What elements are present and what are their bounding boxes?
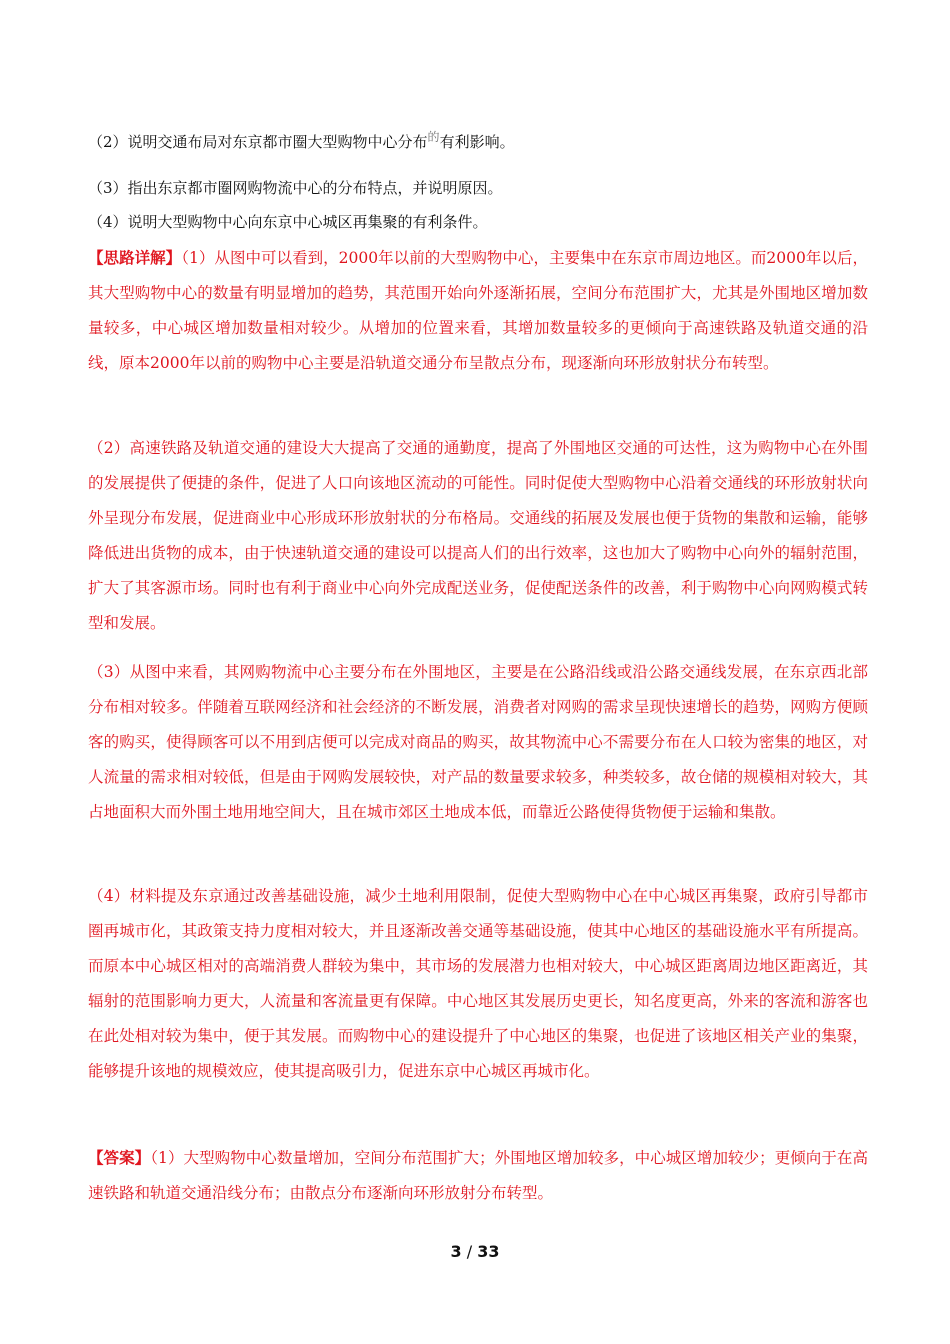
analysis-label: 【思路详解】 — [88, 249, 182, 267]
analysis-paragraph-1 — [88, 241, 868, 381]
analysis-paragraph-3: （3）从图中来看，其网购物流中心主要分布在外围地区，主要是在公路沿线或沿公路交通线发展，在东京西北部分布相对较多。伴随着互联网经济和社会经济的不断发展，消费者对网购的需求呈现快速增长的趋势，网购方便顾客的购买，使得顾客可以不用到店便可以完成对商品的购买，故其物流中心不需要分布在人口较为密集的地区，对人流量的需求相对较低，但是由于网购发展较快，对产品的数量要求较多，种类较多，故仓储的规模相对较大，其占地面积大而外围土地用地空间大，且在城市郊区土地成本低，而靠近公路使得货物便于运输和集散。 — [88, 663, 868, 821]
page-total: 33 — [477, 1242, 500, 1261]
page-separator: / — [461, 1242, 478, 1261]
analysis-text-1: （1）从图中可以看到，2000年以前的大型购物中心，主要集中在东京市周边地区。而2000年以后，其大型购物中心的数量有明显增加的趋势，其范围开始向外逐渐拓展，空间分布范围扩大，尤其是外围地区增加数量较多，中心城区增加数量相对较少。从增加的位置来看，其增加数量较多的更倾向于高速铁路及轨道交通的沿线，原本2000年以前的购物中心主要是沿轨道交通分布呈散点分布，现逐渐向环形放射状分布转型。 — [88, 249, 868, 372]
answer-text-1: （1）大型购物中心数量增加，空间分布范围扩大；外围地区增加较多，中心城区增加较少；更倾向于在高速铁路和轨道交通沿线分布；由散点分布逐渐向环形放射分布转型。 — [88, 1149, 868, 1202]
page-number — [0, 1242, 950, 1261]
question-4: （4）说明大型购物中心向东京中心城区再集聚的有利条件。 — [88, 213, 488, 231]
question-2-text-end: 有利影响。 — [439, 133, 515, 151]
answer-label: 【答案】 — [88, 1149, 151, 1167]
analysis-paragraph-2: （2）高速铁路及轨道交通的建设大大提高了交通的通勤度，提高了外围地区交通的可达性，这为购物中心在外围的发展提供了便捷的条件，促进了人口向该地区流动的可能性。同时促使大型购物中心沿着交通线的环形放射状向外呈现分布发展，促进商业中心形成环形放射状的分布格局。交通线的拓展及发展也便于货物的集散和运输，能够降低进出货物的成本，由于快速轨道交通的建设可以提高人们的出行效率，这也加大了购物中心向外的辐射范围，扩大了其客源市场。同时也有利于商业中心向外完成配送业务，促使配送条件的改善，利于购物中心向网购模式转型和发展。 — [88, 439, 868, 632]
question-2 — [88, 132, 868, 153]
question-2-inserted-char: 的 — [427, 130, 440, 144]
question-2-text: （2）说明交通布局对东京都市圈大型购物中心分布 — [88, 133, 428, 151]
page-current: 3 — [450, 1242, 462, 1261]
analysis-paragraph-4: （4）材料提及东京通过改善基础设施，减少土地利用限制，促使大型购物中心在中心城区再集聚，政府引导都市圈再城市化，其政策支持力度相对较大，并且逐渐改善交通等基础设施，使其中心地区的基础设施水平有所提高。而原本中心城区相对的高端消费人群较为集中，其市场的发展潜力也相对较大，中心城区距离周边地区距离近，其辐射的范围影响力更大，人流量和客流量更有保障。中心地区其发展历史更长，知名度更高，外来的客流和游客也在此处相对较为集中，便于其发展。而购物中心的建设提升了中心地区的集聚，也促进了该地区相关产业的集聚，能够提升该地的规模效应，使其提高吸引力，促进东京中心城区再城市化。 — [88, 887, 868, 1080]
answer-paragraph-1 — [88, 1141, 868, 1211]
question-3: （3）指出东京都市圈网购物流中心的分布特点，并说明原因。 — [88, 179, 503, 197]
